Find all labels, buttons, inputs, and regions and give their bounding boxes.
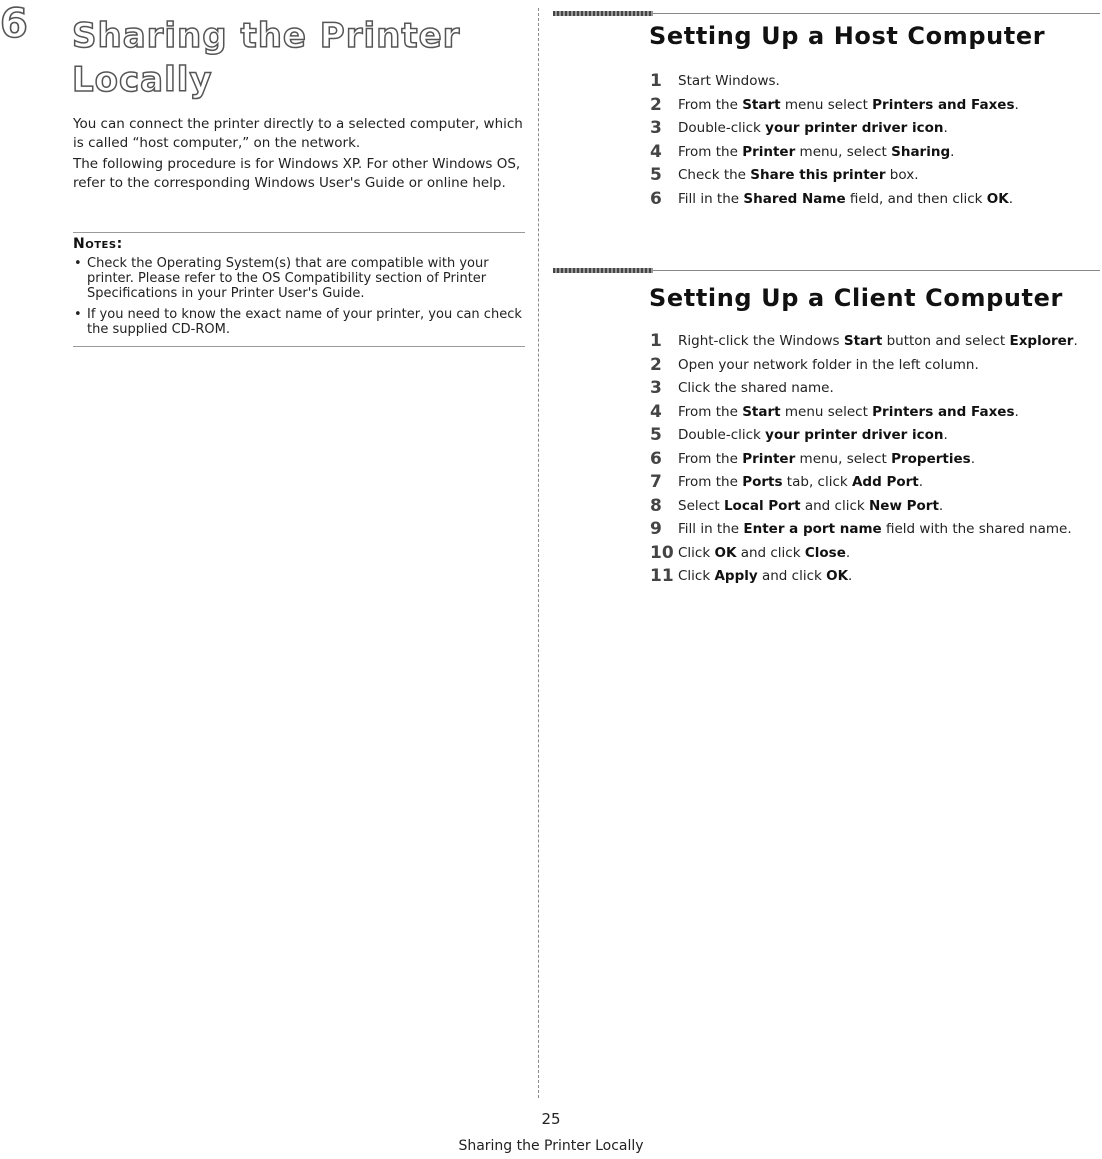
host-section-title: Setting Up a Host Computer <box>649 22 1046 50</box>
step-text-run: . <box>970 450 975 467</box>
step-number: 8 <box>650 495 662 516</box>
step-text-run: . <box>950 143 955 160</box>
step-text-run: Double-click <box>678 120 766 136</box>
step-text <box>678 333 1078 349</box>
ui-term: New Port <box>869 497 939 514</box>
ui-term: Printer <box>742 143 796 160</box>
step-text-run: field, and then click <box>845 190 987 207</box>
step-number: 4 <box>650 401 662 422</box>
step-text <box>678 191 1013 207</box>
step-text-run: From the <box>678 474 743 490</box>
step-text-run: and click <box>800 497 869 514</box>
step-text-run: From the <box>678 96 743 113</box>
step-text-run: Check the <box>678 167 751 183</box>
step-number: 1 <box>650 71 662 91</box>
step-text-run: menu, select <box>795 143 892 160</box>
step-text <box>678 521 1072 537</box>
ui-term: Ports <box>742 474 783 490</box>
step-text <box>678 451 975 467</box>
step-item <box>650 377 1102 401</box>
step-text-run: and click <box>736 544 805 561</box>
notes-divider-top <box>73 232 525 233</box>
ui-term: OK <box>714 544 737 561</box>
notes-list <box>73 256 523 343</box>
step-text-run: . <box>1073 333 1078 349</box>
column-divider <box>538 8 539 1098</box>
step-text <box>678 167 919 183</box>
step-text-run: box. <box>885 167 919 183</box>
ui-term: Local Port <box>723 497 801 514</box>
step-text-run: . <box>845 544 851 561</box>
step-text-run: . <box>943 120 948 136</box>
ui-term: Start <box>742 403 781 420</box>
ui-term: Start <box>843 333 883 349</box>
step-number: 2 <box>650 354 662 375</box>
step-number: 1 <box>650 331 662 351</box>
ui-term: Share this printer <box>750 167 886 183</box>
ui-term: Printers and Faxes <box>872 96 1015 113</box>
step-text <box>678 120 948 136</box>
step-text <box>678 498 943 514</box>
step-number: 11 <box>650 566 674 586</box>
step-text-run: Open your network folder in the left column. <box>678 356 979 373</box>
section-bar <box>553 268 653 273</box>
step-number: 10 <box>650 542 674 563</box>
step-text <box>678 427 948 443</box>
step-number: 3 <box>650 378 662 398</box>
step-number: 6 <box>650 188 662 209</box>
section-bar <box>553 11 653 16</box>
step-text <box>678 144 954 160</box>
step-text-run: . <box>1008 190 1014 207</box>
step-text-run: . <box>1014 403 1019 420</box>
ui-term: Enter a port name <box>743 521 882 537</box>
step-text <box>678 357 979 373</box>
ui-term: Printers and Faxes <box>872 403 1015 420</box>
notes-label-text: Notes <box>73 236 117 252</box>
step-item <box>650 164 1100 188</box>
step-text-run: Fill in the <box>678 190 744 207</box>
step-number: 7 <box>650 472 662 492</box>
note-item: • If you need to know the exact name of your printer, you can check the supplied CD-ROM. <box>73 307 523 337</box>
note-item: • Check the Operating System(s) that are compatible with your printer. Please refer to the OS Compatibility section of Printer Specifications in your Printer User's Guide. <box>73 256 523 301</box>
ui-term: Start <box>742 96 781 113</box>
step-text-run: Click the shared name. <box>678 380 834 396</box>
step-item <box>650 70 1100 94</box>
ui-term: your printer driver icon <box>765 120 944 136</box>
ui-term: Properties <box>891 450 971 467</box>
ui-term: your printer driver icon <box>765 427 944 443</box>
step-number: 3 <box>650 118 662 138</box>
step-text-run: menu, select <box>795 450 892 467</box>
section-rule <box>653 13 1100 14</box>
intro-paragraph: The following procedure is for Windows XP. For other Windows OS, refer to the corresponding Windows User's Guide or online help. <box>73 156 521 191</box>
page-number: 25 <box>541 1110 561 1128</box>
step-text-run: From the <box>678 403 743 420</box>
ui-term: Apply <box>714 568 758 584</box>
step-item <box>650 424 1102 448</box>
step-item <box>650 354 1102 378</box>
step-text-run: Click <box>678 568 715 584</box>
step-item <box>650 518 1102 542</box>
notes-divider-bottom <box>73 346 525 347</box>
host-steps-list <box>650 70 1100 211</box>
step-text-run: . <box>938 497 944 514</box>
ui-term: Close <box>804 544 846 561</box>
step-number: 2 <box>650 94 662 115</box>
notes-label: Notes: <box>73 236 123 252</box>
step-item <box>650 565 1102 589</box>
ui-term: Printer <box>742 450 796 467</box>
step-item <box>650 188 1100 212</box>
step-text <box>678 568 852 584</box>
step-text <box>678 380 834 396</box>
step-text-run: and click <box>757 568 827 584</box>
step-number: 5 <box>650 165 662 185</box>
step-text <box>678 404 1019 420</box>
step-text-run: Select <box>678 497 724 514</box>
step-text-run: tab, click <box>782 474 852 490</box>
step-text-run: . <box>848 568 853 584</box>
step-text-run: Start Windows. <box>678 73 780 89</box>
step-text-run: button and select <box>882 333 1010 349</box>
step-number: 6 <box>650 448 662 469</box>
step-number: 9 <box>650 519 662 539</box>
step-item <box>650 448 1102 472</box>
step-item <box>650 94 1100 118</box>
step-text-run: . <box>943 427 948 443</box>
step-item <box>650 330 1102 354</box>
step-text <box>678 474 923 490</box>
step-item <box>650 401 1102 425</box>
section-rule <box>653 270 1100 271</box>
step-number: 5 <box>650 425 662 445</box>
step-item <box>650 117 1100 141</box>
ui-term: Add Port <box>851 474 919 490</box>
ui-term: Sharing <box>891 143 951 160</box>
intro-paragraph: You can connect the printer directly to a selected computer, which is called “host computer,” on the network. <box>73 116 523 151</box>
client-steps-list <box>650 330 1102 589</box>
step-text-run: Double-click <box>678 427 766 443</box>
ui-term: Explorer <box>1009 333 1074 349</box>
step-number: 4 <box>650 141 662 162</box>
step-text-run: From the <box>678 143 743 160</box>
ui-term: Shared Name <box>743 190 846 207</box>
step-text-run: From the <box>678 450 743 467</box>
step-text-run: menu select <box>780 403 873 420</box>
step-text-run: field with the shared name. <box>881 521 1072 537</box>
ui-term: OK <box>986 190 1009 207</box>
step-item <box>650 141 1100 165</box>
client-section-title: Setting Up a Client Computer <box>649 284 1063 312</box>
step-text <box>678 73 780 89</box>
step-text <box>678 97 1019 113</box>
step-text-run: Fill in the <box>678 521 744 537</box>
step-text-run: Click <box>678 544 715 561</box>
ui-term: OK <box>826 568 849 584</box>
chapter-number: 6 <box>0 1 28 47</box>
chapter-title: Sharing the Printer Locally <box>72 16 461 100</box>
step-text <box>678 545 850 561</box>
step-text-run: Right-click the Windows <box>678 333 844 349</box>
step-item <box>650 495 1102 519</box>
step-item <box>650 542 1102 566</box>
footer-title: Sharing the Printer Locally <box>458 1138 644 1154</box>
step-text-run: . <box>1014 96 1019 113</box>
step-text-run: . <box>918 474 924 490</box>
step-item <box>650 471 1102 495</box>
step-text-run: menu select <box>780 96 873 113</box>
